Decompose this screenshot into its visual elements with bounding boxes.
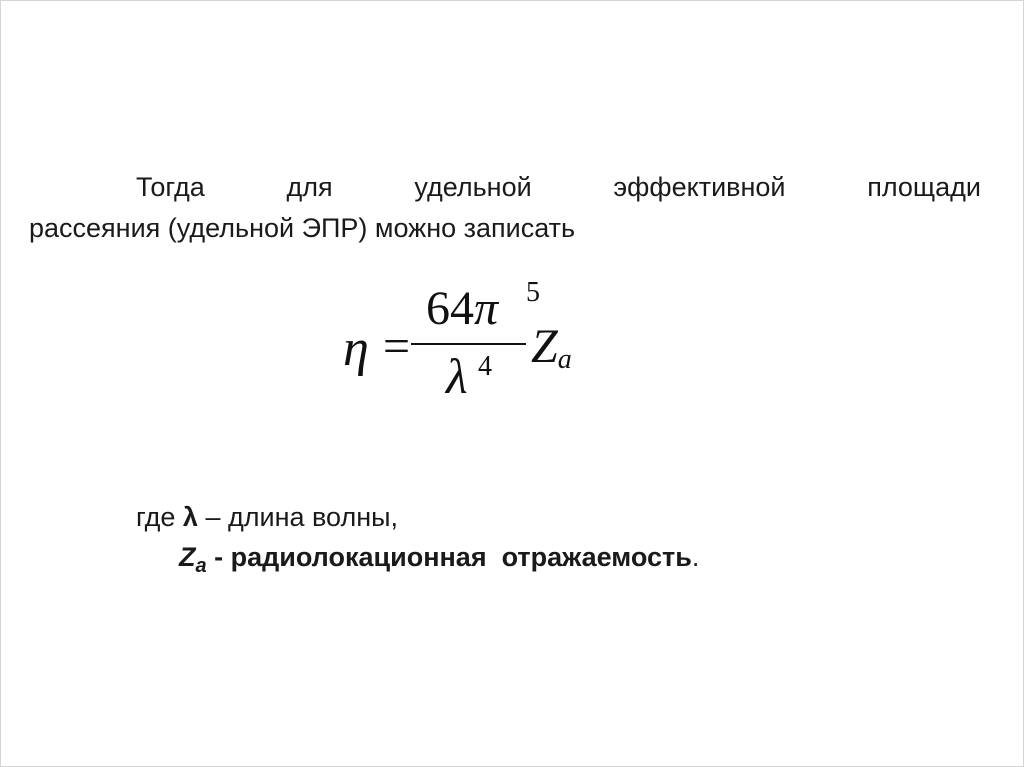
- word: для: [286, 172, 333, 202]
- paragraph-line-1: [136, 167, 981, 207]
- lambda-text: – длина волны,: [197, 502, 399, 532]
- word: Тогда: [136, 172, 205, 202]
- lambda-symbol: λ: [182, 502, 198, 532]
- word: площади: [867, 172, 981, 202]
- word: удельной: [414, 172, 532, 202]
- definition-intro: где: [136, 502, 183, 532]
- za-symbol: [179, 542, 207, 577]
- numerator-symbol: π: [474, 282, 499, 335]
- za-letter: Z: [179, 542, 196, 572]
- za-text: - радиолокационная отражаемость: [206, 542, 692, 572]
- formula-denominator: [446, 347, 492, 405]
- formula-lhs: η: [343, 320, 369, 377]
- formula-factor: [531, 319, 572, 376]
- factor-symbol: Z: [531, 320, 558, 373]
- denominator-exponent: 4: [478, 351, 492, 382]
- denominator-symbol: λ: [446, 348, 468, 404]
- fraction-bar: [411, 343, 526, 345]
- za-subscript: a: [195, 555, 207, 577]
- paragraph-line-2: рассеяния (удельной ЭПР) можно записать: [29, 213, 576, 243]
- numerator-exponent: 5: [526, 277, 540, 308]
- definition-za: [179, 537, 699, 586]
- factor-subscript: a: [557, 344, 572, 375]
- za-period: .: [691, 542, 700, 572]
- definition-lambda: [136, 497, 398, 537]
- numerator-coef: 64: [426, 282, 474, 335]
- formula-equals: =: [383, 320, 411, 373]
- word: эффективной: [613, 172, 786, 202]
- formula: [341, 279, 601, 409]
- formula-numerator: [426, 277, 540, 336]
